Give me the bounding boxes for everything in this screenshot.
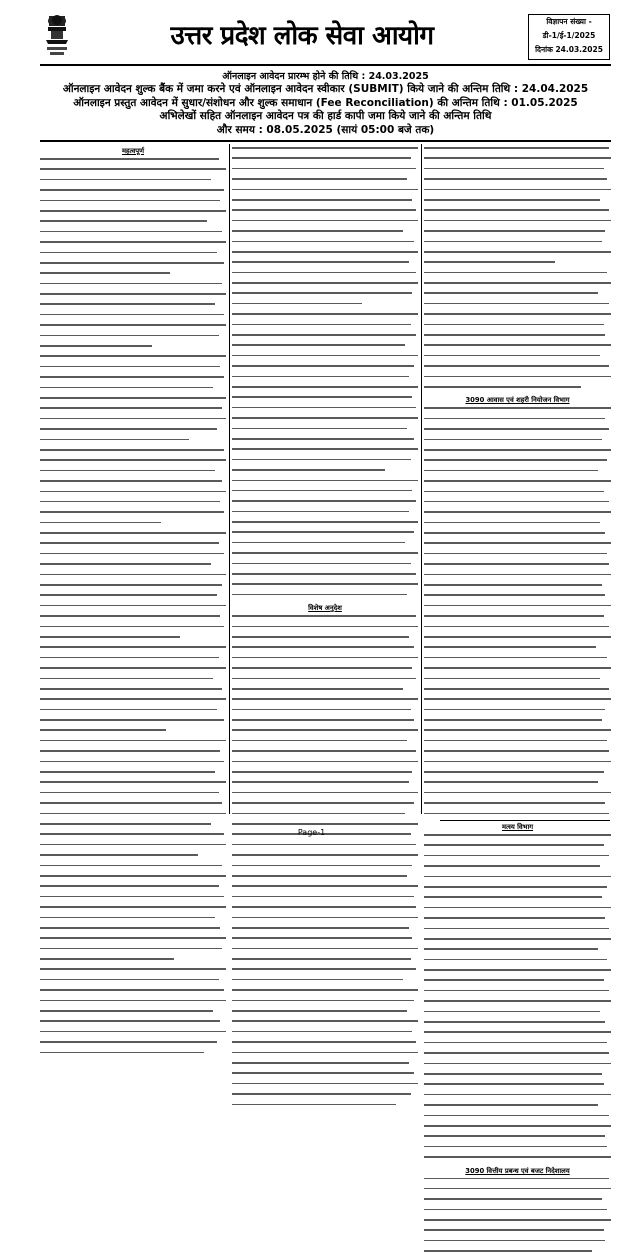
adv-number: डी-1/ई-1/2025 [542,31,596,40]
column-2-body-2 [232,615,418,1111]
headline-fee-date: ऑनलाइन आवेदन शुल्क बैंक में जमा करने एवं ऑनलाइन आवेदन स्वीकार (SUBMIT) किये जाने की अन्तिम तिथि : 24.04.2025 [62,83,589,95]
headline-start-date: ऑनलाइन आवेदन प्रारम्भ होने की तिथि : 24.03.2025 [222,71,429,82]
footer-rule [440,820,610,821]
headline-hardcopy-time: और समय : 08.05.2025 (सायं 05:00 बजे तक) [216,124,435,136]
column-3-body [424,147,611,393]
column-1-heading: महत्वपूर्ण [121,147,145,155]
column-2-body [232,147,418,601]
column-3-heading-3: 3090 वित्तीय प्रबन्ध एवं बजट निदेशालय [465,1166,570,1175]
adv-label: विज्ञापन संख्या - [546,17,592,26]
advertisement-number-box [528,14,610,60]
column-divider-2 [421,144,422,814]
column-3-body-2 [424,407,611,820]
header-divider [40,64,611,66]
column-3-body-4 [424,1178,611,1258]
column-1-body [40,158,226,1059]
column-1 [40,144,226,814]
column-3-heading-1: 3090 आवास एवं शहरी नियोजन विभाग [465,396,570,405]
page-title: उत्तर प्रदेश लोक सेवा आयोग [170,21,434,51]
state-emblem-icon [44,14,70,60]
column-3-body-3 [424,834,611,1164]
column-2 [232,144,418,814]
page-number: Page-1 [297,828,326,837]
headline-correction-date: ऑनलाइन प्रस्तुत आवेदन में सुधार/संशोधन और शुल्क समाधान (Fee Reconciliation) की अन्तिम तिथि : 01.05.2025 [73,97,578,109]
column-divider-1 [229,144,230,814]
headline-hardcopy: अभिलेखों सहित ऑनलाइन आवेदन पत्र की हार्ड कापी जमा किये जाने की अन्तिम तिथि [159,110,492,122]
column-3 [424,144,611,1175]
column-2-heading: विशेष अनुदेश [308,604,342,613]
adv-date: दिनांक 24.03.2025 [535,45,603,54]
column-3-heading-2: मत्स्य विभाग [501,823,534,831]
headline-divider [40,140,611,142]
